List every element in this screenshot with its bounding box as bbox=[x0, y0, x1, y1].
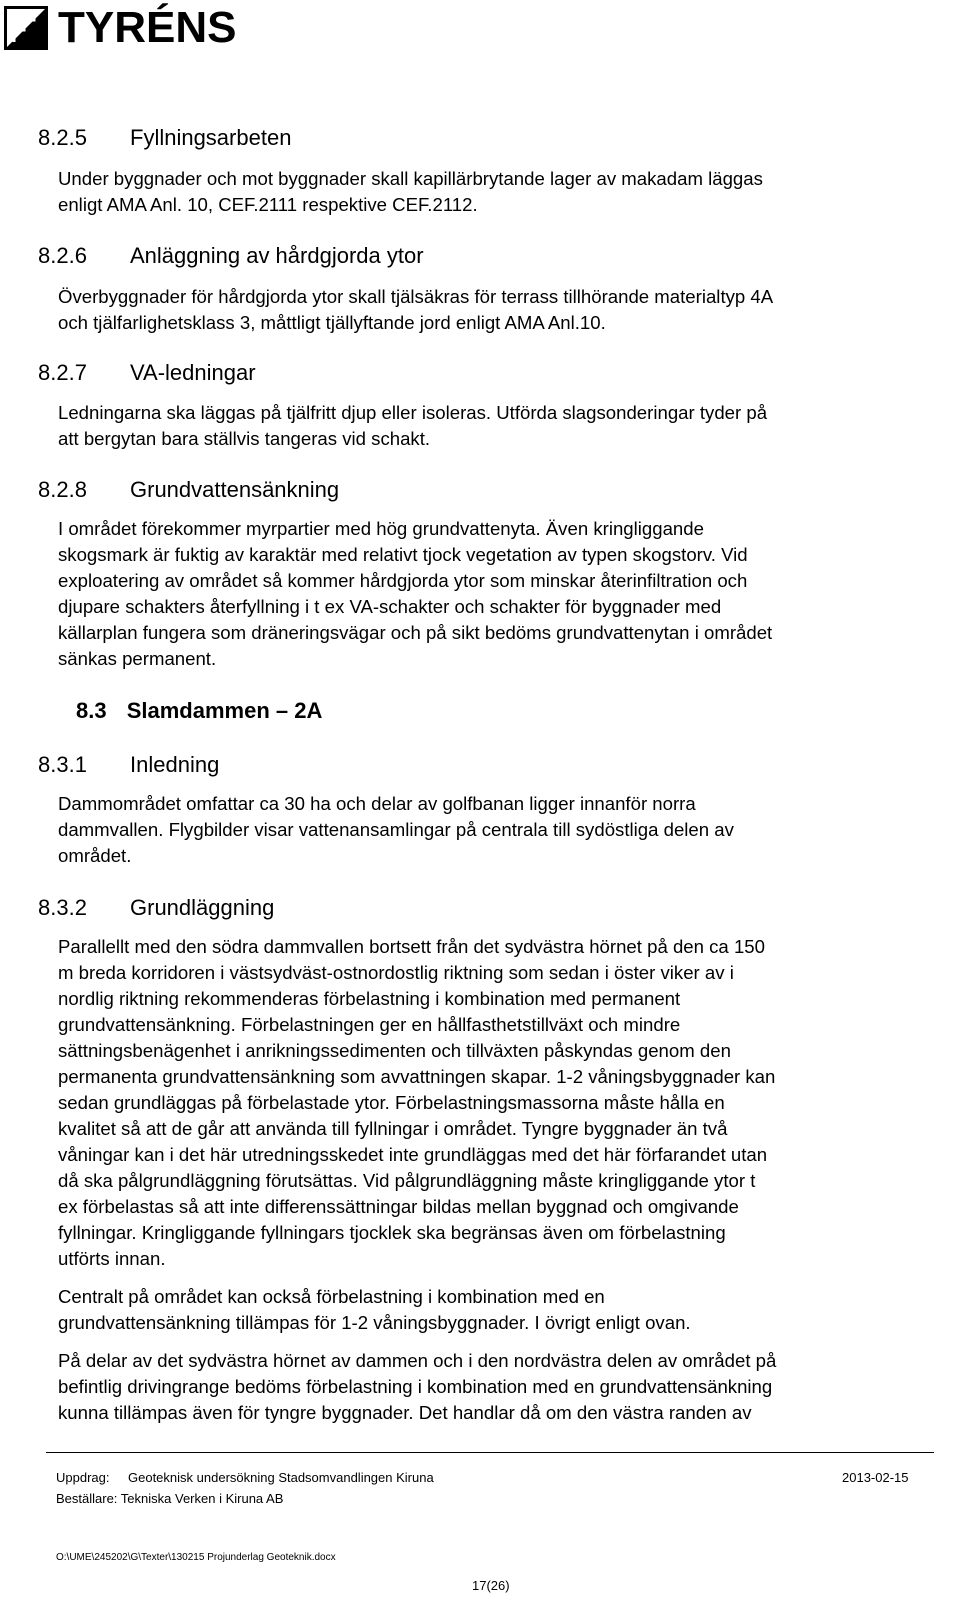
text-line: På delar av det sydvästra hörnet av dammen och i den nordvästra delen av området på bbox=[58, 1350, 777, 1371]
text-line: Ledningarna ska läggas på tjälfritt djup eller isoleras. Utförda slagsonderingar tyder på bbox=[58, 402, 768, 423]
text-line: ex förbelastas så att inte differenssättningar bildas mellan byggnad och omgivande bbox=[58, 1196, 739, 1217]
footer-uppdrag-value: Geoteknisk undersökning Stadsomvandlingen Kiruna bbox=[128, 1470, 434, 1485]
text-line: Under byggnader och mot byggnader skall kapillärbrytande lager av makadam läggas bbox=[58, 168, 763, 189]
footer-page-number: 17(26) bbox=[472, 1578, 510, 1593]
text-line: skogsmark är fuktig av karaktär med relativt tjock vegetation av typen skogstorv. Vid bbox=[58, 544, 748, 565]
text-line: sedan grundläggas på förbelastade ytor. Förbelastningsmassorna måste hålla en bbox=[58, 1092, 725, 1113]
text-line: att bergytan bara ställvis tangeras vid schakt. bbox=[58, 428, 431, 449]
text-line: området. bbox=[58, 845, 132, 866]
section-number: 8.2.5 bbox=[38, 125, 87, 150]
text-line: Centralt på området kan också förbelastning i kombination med en bbox=[58, 1286, 605, 1307]
logo-text: TYRÉNS bbox=[58, 3, 237, 52]
section-title: Grundläggning bbox=[130, 895, 275, 920]
section-number: 8.2.7 bbox=[38, 360, 87, 385]
text-line: kvalitet så att de går att använda till fyllningar i området. Tyngre byggnader än två bbox=[58, 1118, 728, 1139]
section-title: Fyllningsarbeten bbox=[130, 125, 292, 150]
text-line: källarplan fungera som dräneringsvägar och på sikt bedöms grundvattenytan i området bbox=[58, 622, 773, 643]
text-line: m breda korridoren i västsydväst-ostnordostlig riktning som sedan i öster viker av i bbox=[58, 962, 734, 983]
paragraph-8-2-7 bbox=[58, 400, 938, 452]
text-line: och tjälfarlighetsklass 3, måttligt tjällyftande jord enligt AMA Anl.10. bbox=[58, 312, 606, 333]
footer-bestallare: Beställare: Tekniska Verken i Kiruna AB bbox=[56, 1491, 284, 1506]
text-line: Överbyggnader för hårdgjorda ytor skall tjälsäkras för terrass tillhörande materialtyp 4A bbox=[58, 286, 774, 307]
paragraph-8-3-2-a bbox=[58, 934, 938, 1272]
section-title: Slamdammen – 2A bbox=[126, 698, 323, 723]
text-line: grundvattensänkning. Förbelastningen ger en hållfasthetstillväxt och mindre bbox=[58, 1014, 681, 1035]
text-line: våningar kan i det här utredningsskedet inte grundläggas med det här förfarandet utan bbox=[58, 1144, 768, 1165]
footer-uppdrag-label: Uppdrag: bbox=[56, 1470, 110, 1485]
section-number: 8.2.6 bbox=[38, 243, 87, 268]
text-line: utförts innan. bbox=[58, 1248, 166, 1269]
text-line: permanenta grundvattensänkning som avvattningen skapar. 1-2 våningsbyggnader kan bbox=[58, 1066, 776, 1087]
section-title: Inledning bbox=[130, 752, 220, 777]
section-title: VA-ledningar bbox=[130, 360, 256, 385]
section-title: Grundvattensänkning bbox=[130, 477, 340, 502]
text-line: enligt AMA Anl. 10, CEF.2111 respektive CEF.2112. bbox=[58, 194, 478, 215]
text-line: Parallellt med den södra dammvallen bortsett från det sydvästra hörnet på den ca 150 bbox=[58, 936, 765, 957]
section-number: 8.3.2 bbox=[38, 895, 87, 920]
footer-file-path: O:\UME\245202\G\Texter\130215 Projunderlag Geoteknik.docx bbox=[56, 1552, 336, 1563]
heading-8-3 bbox=[76, 698, 322, 724]
text-line: exploatering av området så kommer hårdgjorda ytor som minskar återinfiltration och bbox=[58, 570, 748, 591]
text-line: djupare schakters återfyllning i t ex VA-schakter och schakter för byggnader med bbox=[58, 596, 722, 617]
section-number: 8.2.8 bbox=[38, 477, 87, 502]
text-line: sättningsbenägenhet i anrikningssedimenten och tillväxten påskyndas genom den bbox=[58, 1040, 731, 1061]
text-line: nordlig riktning rekommenderas förbelastning i kombination med permanent bbox=[58, 988, 681, 1009]
section-title: Anläggning av hårdgjorda ytor bbox=[130, 243, 424, 268]
text-line: sänkas permanent. bbox=[58, 648, 217, 669]
text-line: grundvattensänkning tillämpas för 1-2 våningsbyggnader. I övrigt enligt ovan. bbox=[58, 1312, 691, 1333]
paragraph-8-2-8 bbox=[58, 516, 938, 672]
text-line: fyllningar. Kringliggande fyllningars tjocklek ska begränsas även om förbelastning bbox=[58, 1222, 726, 1243]
footer-divider bbox=[46, 1452, 934, 1453]
paragraph-8-3-1 bbox=[58, 791, 938, 869]
section-number: 8.3.1 bbox=[38, 752, 87, 777]
text-line: I området förekommer myrpartier med hög grundvattenyta. Även kringliggande bbox=[58, 518, 704, 539]
footer-date: 2013-02-15 bbox=[842, 1470, 909, 1485]
text-line: då ska pålgrundläggning förutsättas. Vid pålgrundläggning måste kringliggande ytor t bbox=[58, 1170, 756, 1191]
paragraph-8-3-2-c bbox=[58, 1348, 938, 1426]
section-number: 8.3 bbox=[76, 698, 107, 723]
text-line: Dammområdet omfattar ca 30 ha och delar av golfbanan ligger innanför norra bbox=[58, 793, 696, 814]
tyrens-logo-mark-icon bbox=[4, 6, 48, 50]
paragraph-8-2-5 bbox=[58, 166, 938, 218]
text-line: befintlig drivingrange bedöms förbelastning i kombination med en grundvattensänkning bbox=[58, 1376, 773, 1397]
tyrens-logo bbox=[4, 3, 237, 52]
text-line: kunna tillämpas även för tyngre byggnader. Det handlar då om den västra randen av bbox=[58, 1402, 752, 1423]
paragraph-8-3-2-b bbox=[58, 1284, 938, 1336]
text-line: dammvallen. Flygbilder visar vattenansamlingar på centrala till sydöstliga delen av bbox=[58, 819, 734, 840]
paragraph-8-2-6 bbox=[58, 284, 938, 336]
